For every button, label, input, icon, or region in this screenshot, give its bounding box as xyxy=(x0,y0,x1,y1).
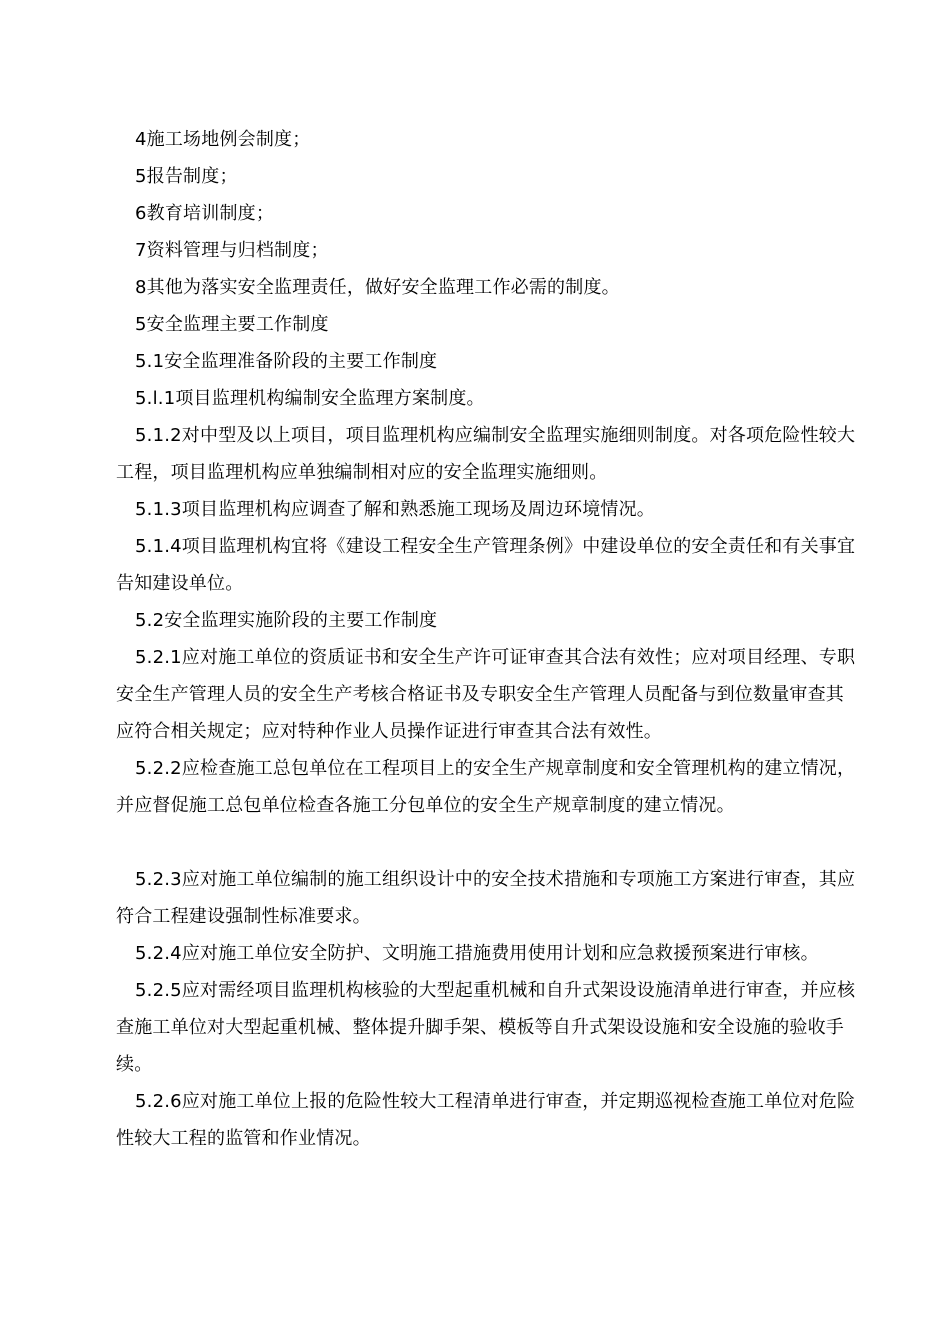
clause-5-2-3: 5.2.3应对施工单位编制的施工组织设计中的安全技术措施和专项施工方案进行审查，其应符合工程建设强制性标准要求。 xyxy=(116,869,856,927)
document-body xyxy=(116,121,856,1157)
clause-5-2-2: 5.2.2应检查施工总包单位在工程项目上的安全生产规章制度和安全管理机构的建立情况，并应督促施工总包单位检查各施工分包单位的安全生产规章制度的建立情况。 xyxy=(116,758,856,816)
clause-5-1-1: 5.l.1项目监理机构编制安全监理方案制度。 xyxy=(135,388,485,409)
paragraph-6-training: 6教育培训制度； xyxy=(135,203,275,224)
clause-5-1-2: 5.1.2对中型及以上项目，项目监理机构应编制安全监理实施细则制度。对各项危险性较大工程，项目监理机构应单独编制相对应的安全监理实施细则。 xyxy=(116,425,856,483)
clause-5-2-5: 5.2.5应对需经项目监理机构核验的大型起重机械和自升式架设设施清单进行审查，并应核查施工单位对大型起重机械、整体提升脚手架、模板等自升式架设设施和安全设施的验收手续。 xyxy=(116,980,856,1075)
section-heading-5-1: 5.1安全监理准备阶段的主要工作制度 xyxy=(135,351,438,372)
section-heading-5: 5安全监理主要工作制度 xyxy=(135,314,329,335)
paragraph-4-site-meeting: 4施工场地例会制度； xyxy=(135,129,311,150)
paragraph-7-records: 7资料管理与归档制度； xyxy=(135,240,329,261)
clause-5-2-6: 5.2.6应对施工单位上报的危险性较大工程清单进行审查，并定期巡视检查施工单位对危险性较大工程的监管和作业情况。 xyxy=(116,1091,856,1149)
paragraph-5-report: 5报告制度； xyxy=(135,166,238,187)
section-heading-5-2: 5.2安全监理实施阶段的主要工作制度 xyxy=(135,610,438,631)
paragraph-spacer xyxy=(116,824,856,861)
clause-5-1-3: 5.1.3项目监理机构应调查了解和熟悉施工现场及周边环境情况。 xyxy=(135,499,655,520)
clause-5-1-4: 5.1.4项目监理机构宜将《建设工程安全生产管理条例》中建设单位的安全责任和有关事宜告知建设单位。 xyxy=(116,536,856,594)
clause-5-2-4: 5.2.4应对施工单位安全防护、文明施工措施费用使用计划和应急救援预案进行审核。 xyxy=(135,943,819,964)
clause-5-2-1: 5.2.1应对施工单位的资质证书和安全生产许可证审查其合法有效性；应对项目经理、专职安全生产管理人员的安全生产考核合格证书及专职安全生产管理人员配备与到位数量审查其应符合相关规定；应对特种作业人员操作证进行审查其合法有效性。 xyxy=(116,647,856,742)
paragraph-8-other: 8其他为落实安全监理责任，做好安全监理工作必需的制度。 xyxy=(135,277,620,298)
